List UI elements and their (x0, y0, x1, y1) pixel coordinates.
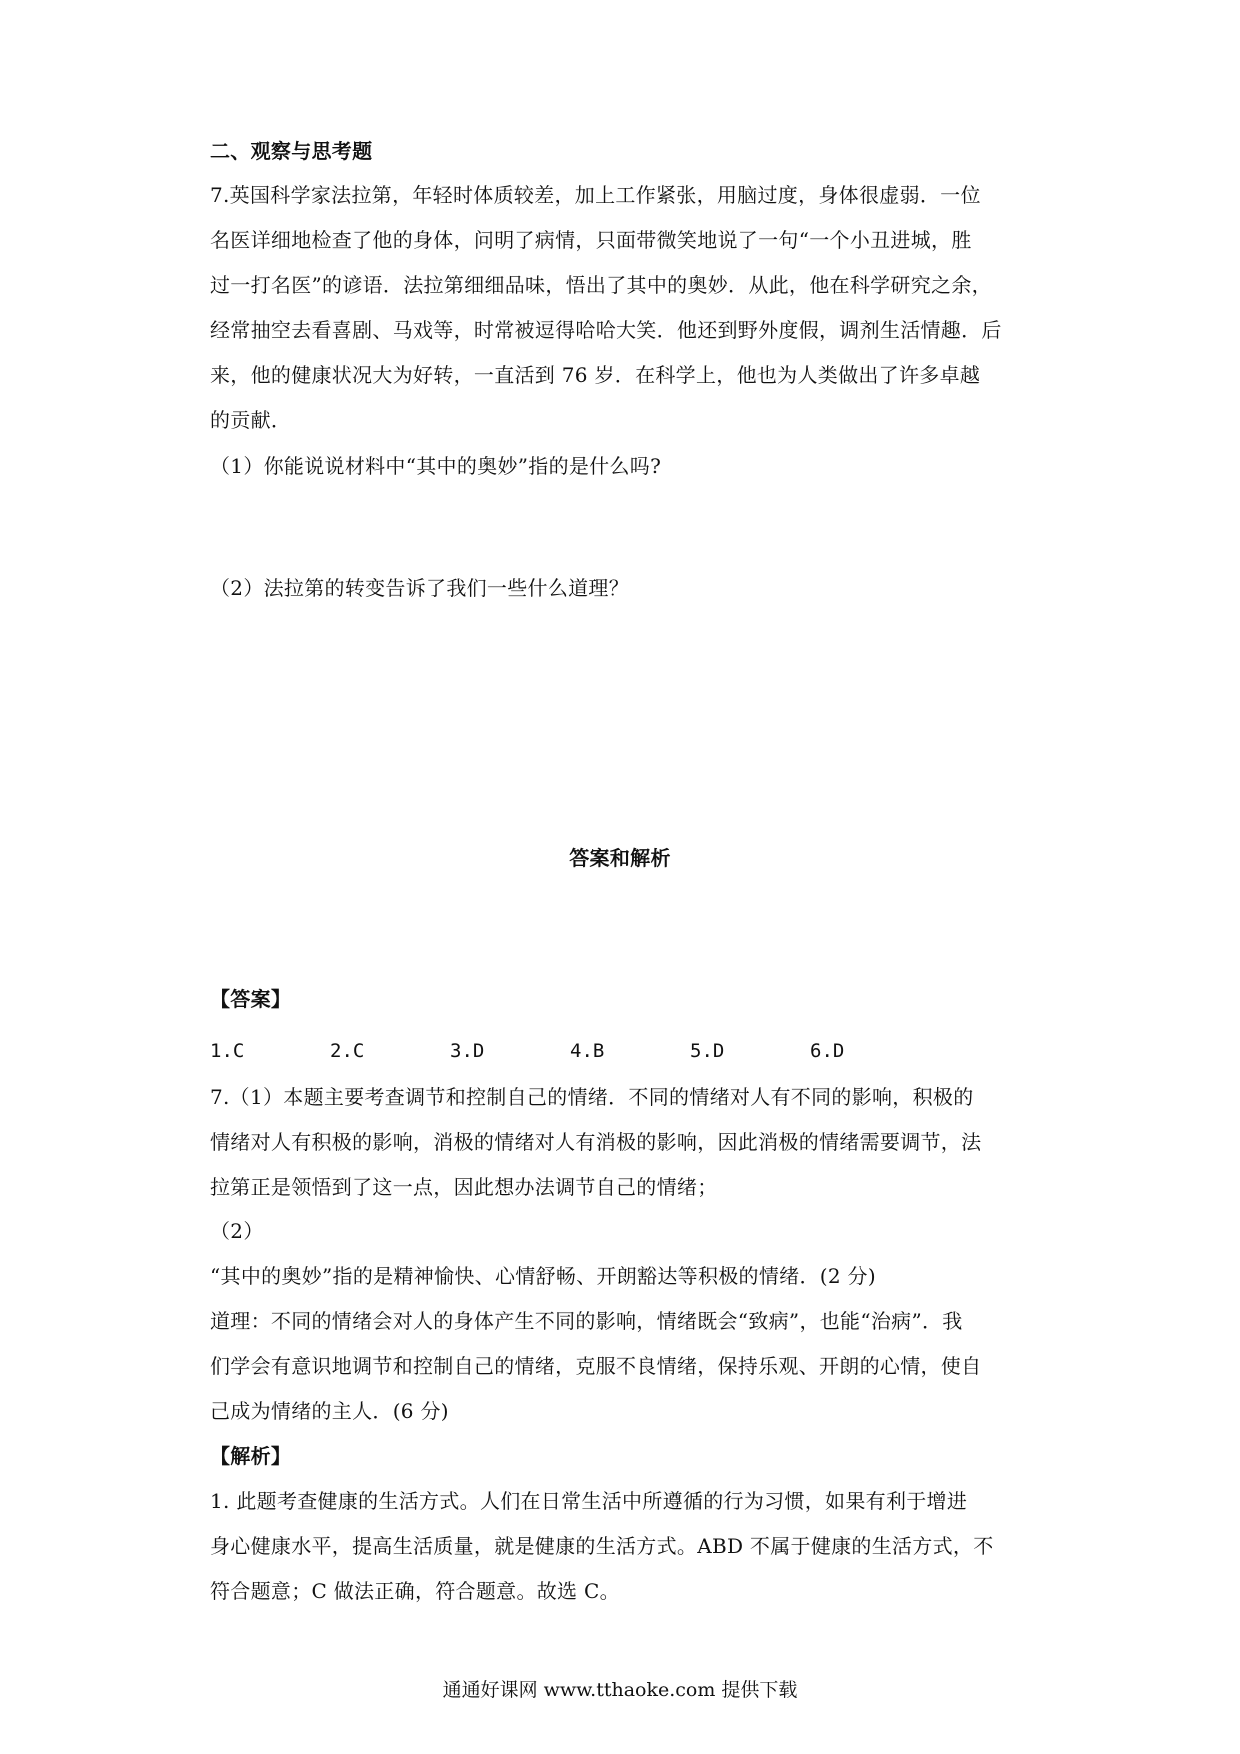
q7-text-line: 经常抽空去看喜剧、马戏等，时常被逗得哈哈大笑．他还到野外度假，调剂生活情趣．后 (210, 318, 1002, 342)
answer-item: 6.D (810, 1040, 845, 1062)
answer-item: 5.D (690, 1040, 725, 1062)
answer-list (210, 1037, 1040, 1065)
answer-item: 2.C (330, 1040, 365, 1062)
q7-subquestion-2: （2）法拉第的转变告诉了我们一些什么道理？ (210, 576, 630, 600)
q7-text-line: 过一打名医”的谚语．法拉第细细品味，悟出了其中的奥妙．从此，他在科学研究之余， (210, 273, 992, 297)
q7-answer-line: 情绪对人有积极的影响，消极的情绪对人有消极的影响，因此消极的情绪需要调节，法 (210, 1130, 982, 1154)
footer-text: 通通好课网 www.tthaoke.com 提供下载 (442, 1679, 798, 1701)
section-heading: 二、观察与思考题 (210, 139, 373, 163)
q7-answer-line: 拉第正是领悟到了这一点，因此想办法调节自己的情绪； (210, 1175, 718, 1199)
q7-subquestion-1: （1）你能说说材料中“其中的奥妙”指的是什么吗? (210, 454, 662, 478)
q7-answer-line: 道理：不同的情绪会对人的身体产生不同的影响，情绪既会“致病”，也能“治病”．我 (210, 1309, 963, 1333)
answer-heading: 【答案】 (210, 987, 292, 1011)
answers-title: 答案和解析 (569, 846, 671, 870)
analysis-line: 1. 此题考查健康的生活方式。人们在日常生活中所遵循的行为习惯，如果有利于增进 (210, 1489, 968, 1513)
answer-item: 1.C (210, 1040, 245, 1062)
answer-item: 3.D (450, 1040, 485, 1062)
answer-item: 4.B (570, 1040, 605, 1062)
analysis-heading: 【解析】 (210, 1444, 292, 1468)
q7-answer-line: （2） (210, 1219, 264, 1243)
q7-text-line: 名医详细地检查了他的身体，问明了病情，只面带微笑地说了一句“一个小丑进城，胜 (210, 228, 972, 252)
q7-text-line: 7.英国科学家法拉第，年轻时体质较差，加上工作紧张，用脑过度，身体很虚弱．一位 (210, 183, 981, 207)
q7-text-line: 的贡献． (210, 408, 292, 432)
q7-answer-line: “其中的奥妙”指的是精神愉快、心情舒畅、开朗豁达等积极的情绪．(2 分) (210, 1264, 876, 1288)
analysis-line: 身心健康水平，提高生活质量，就是健康的生活方式。ABD 不属于健康的生活方式，不 (210, 1534, 994, 1558)
q7-answer-line: 7.（1）本题主要考查调节和控制自己的情绪．不同的情绪对人有不同的影响，积极的 (210, 1085, 974, 1109)
analysis-line: 符合题意；C 做法正确，符合题意。故选 C。 (210, 1579, 620, 1603)
q7-answer-line: 们学会有意识地调节和控制自己的情绪，克服不良情绪，保持乐观、开朗的心情，使自 (210, 1354, 982, 1378)
q7-answer-line: 己成为情绪的主人．(6 分) (210, 1399, 449, 1423)
q7-text-line: 来，他的健康状况大为好转，一直活到 76 岁．在科学上，他也为人类做出了许多卓越 (210, 363, 981, 387)
